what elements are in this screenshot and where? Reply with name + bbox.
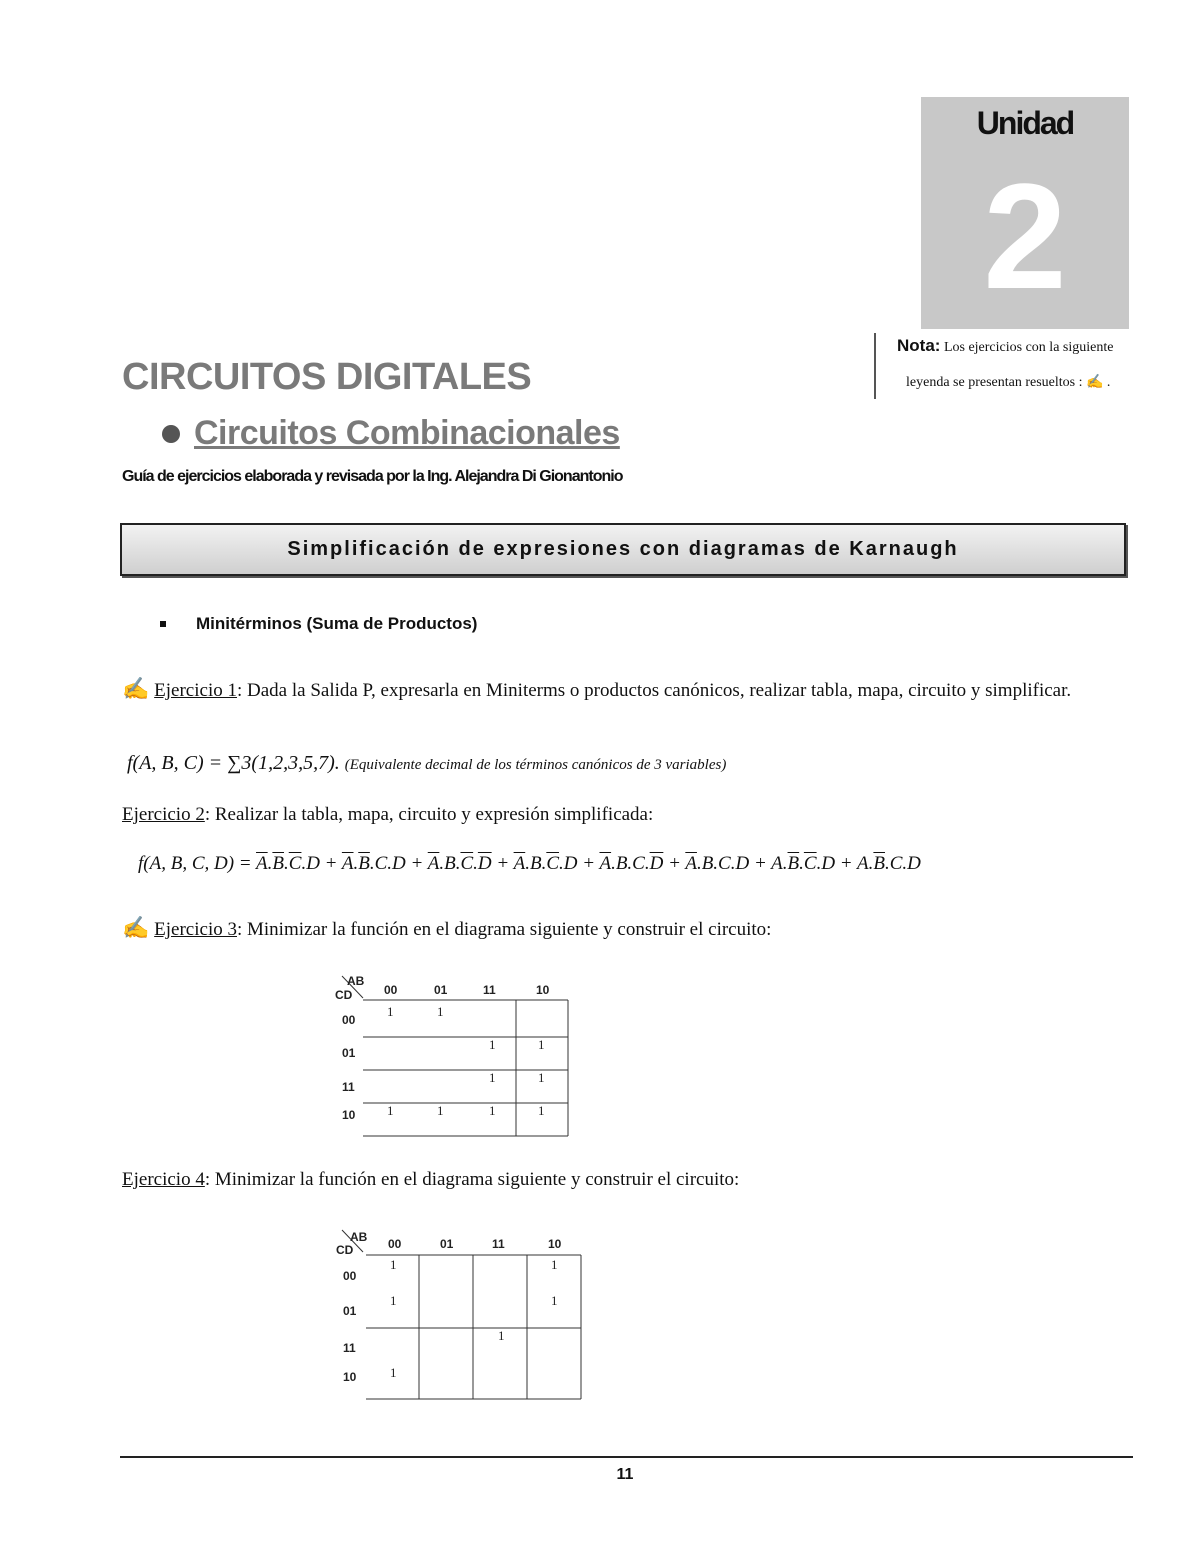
exercise-2-text: : Realizar la tabla, mapa, circuito y expresión simplificada: (204, 804, 654, 825)
kmap-col-label: 00 (384, 983, 398, 997)
nota-line-1 (897, 336, 1137, 356)
footer-divider (120, 1456, 1133, 1458)
formula-1: f(A, B, C) = ∑3(1,2,3,5,7). (127, 752, 340, 774)
exercise-2-label: Ejercicio 2 (122, 804, 205, 825)
page-number: 11 (616, 1466, 634, 1483)
kmap-row-label: 11 (343, 1341, 356, 1355)
kmap-row-label: 10 (342, 1108, 356, 1122)
exercise-1-formula (127, 752, 726, 775)
kmap-grid (330, 1224, 590, 1404)
exercise-1-label: Ejercicio 1 (154, 680, 237, 701)
author-line: Guía de ejercicios elaborada y revisada por la Ing. Alejandra Di Gionantonio (122, 468, 623, 485)
nota-text-2: leyenda se presentan resueltos : ✍ . (906, 375, 1111, 390)
page-title: CIRCUITOS DIGITALES (122, 356, 532, 398)
kmap-cell: 1 (387, 1004, 394, 1019)
kmap-col-label: 01 (440, 1237, 454, 1251)
exercise-4-text: : Minimizar la función en el diagrama siguiente y construir el circuito: (204, 1169, 740, 1190)
bullet-dot-icon (162, 425, 180, 443)
kmap-cell: 1 (489, 1103, 496, 1118)
kmap-col-label: 00 (388, 1237, 402, 1251)
unit-label: Unidad (976, 105, 1074, 141)
formula-1-note: (Equivalente decimal de los términos canónicos de 3 variables) (344, 757, 727, 773)
kmap-exercise-4 (330, 1224, 590, 1404)
exercise-3-label: Ejercicio 3 (154, 919, 237, 940)
kmap-row-label: 10 (343, 1370, 357, 1384)
kmap-cell: 1 (489, 1037, 496, 1052)
kmap-cd-label: CD (336, 1243, 354, 1257)
kmap-cell: 1 (538, 1037, 545, 1052)
kmap-cell: 1 (437, 1103, 444, 1118)
nota-head: Nota: (897, 336, 941, 355)
kmap-col-label: 11 (492, 1237, 505, 1251)
kmap-cd-label: CD (335, 988, 353, 1002)
exercise-3-text: : Minimizar la función en el diagrama siguiente y construir el circuito: (236, 919, 772, 940)
exercise-2 (122, 801, 1132, 828)
kmap-cell: 1 (390, 1293, 397, 1308)
exercise-3 (122, 914, 1132, 943)
kmap-cell: 1 (538, 1070, 545, 1085)
kmap-cell: 1 (390, 1365, 397, 1380)
exercise-1 (122, 675, 1132, 704)
subtitle: Circuitos Combinacionales (194, 414, 620, 452)
kmap-row-label: 11 (342, 1080, 355, 1094)
kmap-cell: 1 (437, 1004, 444, 1019)
kmap-cell: 1 (390, 1257, 397, 1272)
exercise-2-formula: f(A, B, C, $D) = \overline{A}.\overline{B}.\overline{C}.D + \overline{A}.\overline{B}.C.D + \overline{A}.B.\overline{C}.\overline{D} + \overline{A}.B.\overline{C}.D + \overline{A}.B.C.\overline{D} + \overline{A}.B.C.D + A.\overline{B}.\overline{C}.D + A.\overline{B}.C.D$ (138, 853, 921, 874)
nota-text-1: Los ejercicios con la siguiente (943, 340, 1114, 355)
kmap-cell: 1 (489, 1070, 496, 1085)
exercise-4-label: Ejercicio 4 (122, 1169, 205, 1190)
kmap-row-label: 00 (342, 1013, 356, 1027)
kmap-col-label: 10 (548, 1237, 562, 1251)
kmap-cell: 1 (538, 1103, 545, 1118)
kmap-row-label: 00 (343, 1269, 357, 1283)
kmap-cell: 1 (387, 1103, 394, 1118)
pen-icon: ✍ (122, 676, 150, 701)
kmap-col-label: 11 (483, 983, 496, 997)
exercise-1-text: : Dada la Salida P, expresarla en Miniterms o productos canónicos, realizar tabla, mapa, circuito y simplificar. (236, 680, 1072, 701)
kmap-cell: 1 (551, 1257, 558, 1272)
nota-divider (874, 333, 876, 399)
unit-block (921, 97, 1129, 329)
kmap-row-label: 01 (343, 1304, 357, 1318)
kmap-ab-label: AB (347, 974, 365, 988)
kmap-exercise-3 (330, 970, 580, 1140)
kmap-cell: 1 (551, 1293, 558, 1308)
bullet-square-icon (160, 621, 166, 627)
section-title: Simplificación de expresiones con diagramas de Karnaugh (120, 523, 1126, 576)
kmap-cell: 1 (498, 1328, 505, 1343)
kmap-ab-label: AB (350, 1230, 368, 1244)
kmap-col-label: 01 (434, 983, 448, 997)
exercise-4 (122, 1166, 1132, 1193)
pen-icon: ✍ (122, 915, 150, 940)
minterms-heading: Minitérminos (Suma de Productos) (196, 614, 478, 633)
kmap-col-label: 10 (536, 983, 550, 997)
kmap-row-label: 01 (342, 1046, 356, 1060)
formula-2-prefix: f(A, B, C, D) = (138, 853, 257, 874)
unit-number: 2 (983, 152, 1067, 320)
